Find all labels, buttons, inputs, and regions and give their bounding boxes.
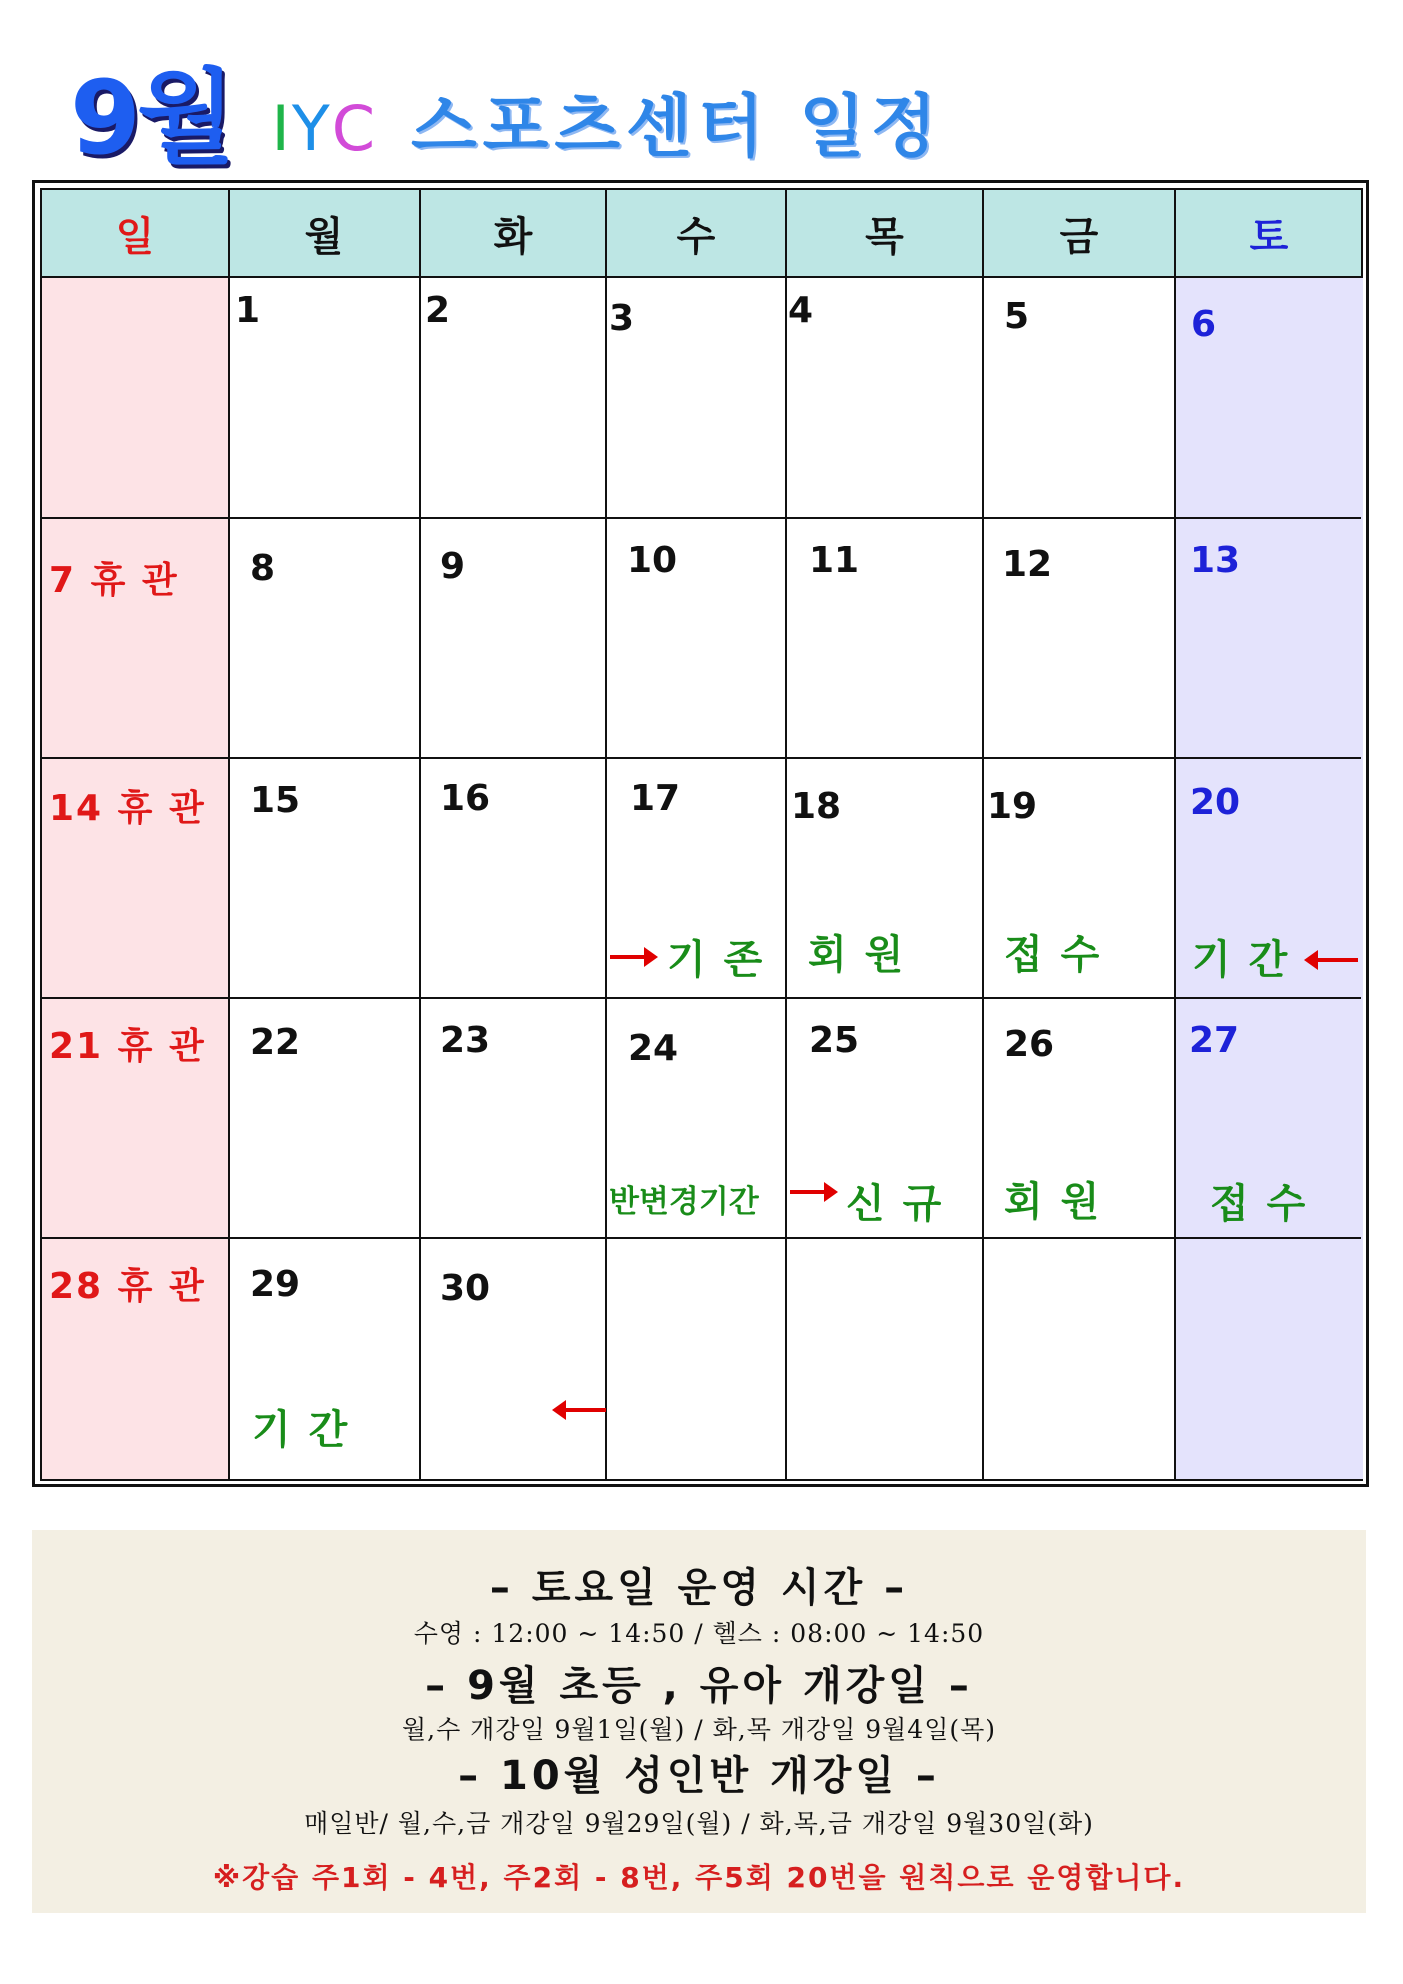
arrow-left-icon xyxy=(1316,958,1358,962)
event-29: 기 간 xyxy=(252,1407,350,1453)
day-17: 17 xyxy=(630,778,681,819)
day-16: 16 xyxy=(440,778,491,819)
day-7: 7 휴 관 xyxy=(49,560,179,601)
title-text: 스포츠센터 일정 xyxy=(410,88,943,167)
grid-vline xyxy=(605,190,607,1479)
lesson-rule-note: ※강습 주1회 - 4번, 주2회 - 8번, 주5회 20번을 원칙으로 운영합니다. xyxy=(212,1861,1186,1894)
day-30: 30 xyxy=(440,1268,491,1309)
grid-hline xyxy=(42,517,1361,519)
grid-vline xyxy=(228,190,230,1479)
grid-vline xyxy=(1174,190,1176,1479)
day-5: 5 xyxy=(1004,296,1030,337)
event-17: 기 존 xyxy=(667,937,765,983)
saturday-hours-heading: – 토요일 운영 시간 – xyxy=(489,1565,909,1611)
day-28: 28 휴 관 xyxy=(49,1266,206,1307)
day-9: 9 xyxy=(440,546,466,587)
iyc-letter-i: I xyxy=(271,92,292,165)
day-22: 22 xyxy=(250,1022,301,1063)
day-19: 19 xyxy=(987,786,1038,827)
adult-opening-heading: – 10월 성인반 개강일 – xyxy=(458,1753,940,1799)
day-12: 12 xyxy=(1002,544,1053,585)
day-2: 2 xyxy=(425,290,451,331)
event-24: 반변경기간 xyxy=(609,1184,759,1220)
grid-vline xyxy=(785,190,787,1479)
day-26: 26 xyxy=(1004,1024,1055,1065)
info-box xyxy=(32,1530,1366,1913)
grid-vline xyxy=(419,190,421,1479)
day-20: 20 xyxy=(1190,782,1241,823)
day-10: 10 xyxy=(627,540,678,581)
day-23: 23 xyxy=(440,1020,491,1061)
event-19: 접 수 xyxy=(1004,932,1102,978)
day-1: 1 xyxy=(235,290,261,331)
day-11: 11 xyxy=(809,540,860,581)
weekday-thu: 목 xyxy=(865,213,904,260)
day-18: 18 xyxy=(791,786,842,827)
grid-hline xyxy=(42,757,1361,759)
title-month: 9월 xyxy=(70,59,232,178)
iyc-letter-y: Y xyxy=(291,92,332,165)
day-13: 13 xyxy=(1190,540,1241,581)
event-25: 신 규 xyxy=(846,1181,944,1227)
calendar-grid xyxy=(40,188,1363,1481)
weekday-mon: 월 xyxy=(304,213,344,260)
arrow-right-icon xyxy=(610,955,646,959)
event-27: 접 수 xyxy=(1210,1181,1308,1227)
day-15: 15 xyxy=(250,780,301,821)
iyc-letter-c: C xyxy=(331,92,377,165)
weekday-fri: 금 xyxy=(1059,213,1099,260)
arrow-right-icon xyxy=(790,1190,826,1194)
day-8: 8 xyxy=(250,548,276,589)
weekday-sun: 일 xyxy=(115,213,155,260)
weekday-sat: 토 xyxy=(1249,213,1289,260)
day-29: 29 xyxy=(250,1264,301,1305)
day-4: 4 xyxy=(788,290,814,331)
day-24: 24 xyxy=(628,1028,679,1069)
saturday-hours-text: 수영 : 12:00 ~ 14:50 / 헬스 : 08:00 ~ 14:50 xyxy=(413,1619,985,1648)
day-25: 25 xyxy=(809,1020,860,1061)
arrow-left-icon xyxy=(564,1408,606,1412)
event-20: 기 간 xyxy=(1192,937,1290,983)
weekday-tue: 화 xyxy=(493,213,533,260)
day-27: 27 xyxy=(1189,1020,1240,1061)
grid-hline xyxy=(42,997,1361,999)
grid-vline xyxy=(982,190,984,1479)
day-21: 21 휴 관 xyxy=(49,1026,206,1067)
weekday-wed: 수 xyxy=(676,213,716,260)
day-6: 6 xyxy=(1191,304,1217,345)
event-26: 회 원 xyxy=(1004,1179,1102,1225)
kids-opening-text: 월,수 개강일 9월1일(월) / 화,목 개강일 9월4일(목) xyxy=(401,1715,997,1744)
grid-hline xyxy=(42,1237,1361,1239)
day-14: 14 휴 관 xyxy=(49,788,206,829)
day-3: 3 xyxy=(609,298,635,339)
saturday-column-bg xyxy=(1175,278,1363,1479)
kids-opening-heading: – 9월 초등 , 유아 개강일 – xyxy=(425,1663,973,1709)
adult-opening-text: 매일반/ 월,수,금 개강일 9월29일(월) / 화,목,금 개강일 9월30일(화) xyxy=(304,1809,1094,1838)
event-18: 회 원 xyxy=(808,932,906,978)
title-iyc-logo xyxy=(271,92,377,165)
page-title xyxy=(70,40,943,178)
